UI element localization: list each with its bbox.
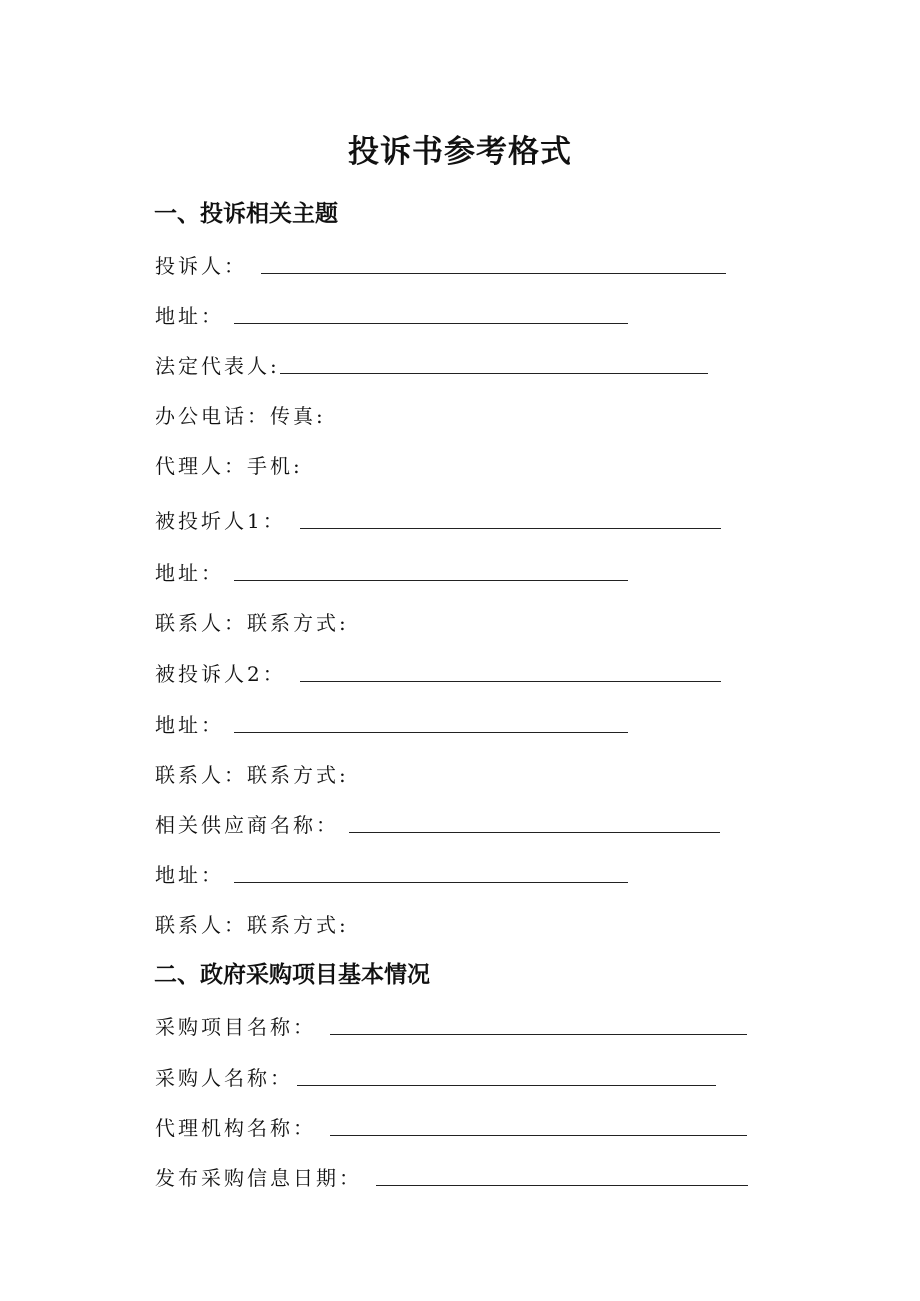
field-label: 地址：: [155, 304, 224, 328]
field-agency-name: [155, 1108, 747, 1144]
field-address: [155, 553, 628, 589]
field-purchaser-name: [155, 1058, 716, 1094]
field-respondent-2: [155, 654, 721, 690]
field-address: [155, 296, 628, 332]
publish-date-blank-line[interactable]: [376, 1185, 748, 1186]
document-title: 投诉书参考格式: [348, 134, 572, 170]
field-office-phone-fax: [155, 396, 326, 432]
field-contact: [155, 755, 349, 791]
field-label: 法定代表人:: [155, 354, 280, 378]
field-respondent-1: [155, 501, 721, 537]
address-blank-line[interactable]: [234, 580, 628, 581]
field-complainant: [155, 246, 726, 282]
field-label: 办公电话：传真:: [155, 404, 326, 428]
related-supplier-blank-line[interactable]: [349, 832, 720, 833]
field-label: 相关供应商名称：: [155, 813, 339, 837]
project-name-blank-line[interactable]: [330, 1034, 747, 1035]
field-contact: [155, 603, 349, 639]
field-label: 发布采购信息日期：: [155, 1166, 362, 1190]
agency-name-blank-line[interactable]: [330, 1135, 747, 1136]
complainant-blank-line[interactable]: [261, 273, 726, 274]
field-label: 地址：: [155, 713, 224, 737]
field-label: 代理机构名称：: [155, 1116, 316, 1140]
field-label: 被投圻人1：: [155, 509, 286, 533]
field-label: 联系人：联系方式:: [155, 913, 349, 937]
address-blank-line[interactable]: [234, 882, 628, 883]
purchaser-name-blank-line[interactable]: [297, 1085, 716, 1086]
field-label: 地址：: [155, 561, 224, 585]
field-project-name: [155, 1007, 747, 1043]
field-publish-date: [155, 1158, 748, 1194]
field-agent-mobile: [155, 446, 303, 482]
field-label: 采购人名称：: [155, 1066, 293, 1090]
section-heading-project-info: 二、政府采购项目基本情况: [154, 962, 430, 988]
address-blank-line[interactable]: [234, 732, 628, 733]
field-label: 被投诉人2：: [155, 662, 286, 686]
field-label: 联系人：联系方式:: [155, 763, 349, 787]
field-legal-representative: [155, 346, 708, 382]
field-address: [155, 855, 628, 891]
field-label: 地址：: [155, 863, 224, 887]
field-label: 代理人：手机:: [155, 454, 303, 478]
field-contact: [155, 905, 349, 941]
respondent-2-blank-line[interactable]: [300, 681, 721, 682]
address-blank-line[interactable]: [234, 323, 628, 324]
field-label: 投诉人：: [155, 254, 247, 278]
field-label: 联系人：联系方式:: [155, 611, 349, 635]
section-heading-complaint-parties: 一、投诉相关主题: [154, 201, 338, 227]
respondent-1-blank-line[interactable]: [300, 528, 721, 529]
legal-representative-blank-line[interactable]: [280, 373, 708, 374]
field-label: 采购项目名称：: [155, 1015, 316, 1039]
field-address: [155, 705, 628, 741]
field-related-supplier: [155, 805, 720, 841]
